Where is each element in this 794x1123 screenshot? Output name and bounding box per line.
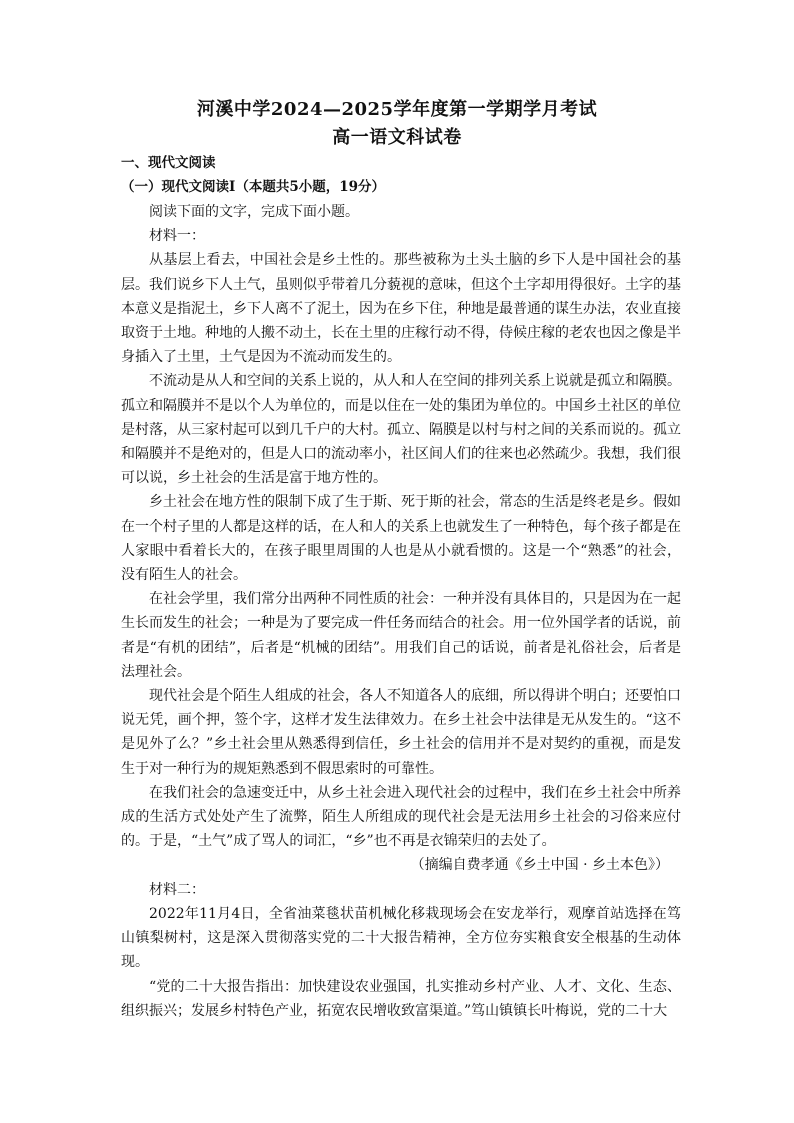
paragraph: 在社会学里，我们常分出两种不同性质的社会：一种并没有具体目的，只是因为在一起生长而发生的社会；一种是为了要完成一件任务而结合的社会。用一位外国学者的话说，前者是“有机的团结”，后者是“机械的团结”。用我们自己的话说，前者是礼俗社会，后者是法理社会。 bbox=[121, 591, 681, 680]
paragraph: 乡土社会在地方性的限制下成了生于斯、死于斯的社会，常态的生活是终老是乡。假如在一个村子里的人都是这样的话，在人和人的关系上也就发生了一种特色，每个孩子都是在人家眼中看着长大的，在孩子眼里周围的人也是从小就看惯的。这是一个“熟悉”的社会，没有陌生人的社会。 bbox=[121, 494, 681, 584]
section-heading: 一、现代文阅读 bbox=[121, 155, 216, 171]
material-label: 材料二： bbox=[149, 881, 205, 898]
instruction-text: 阅读下面的文字，完成下面小题。 bbox=[149, 204, 359, 220]
paragraph: 在我们社会的急速变迁中，从乡土社会进入现代社会的过程中，我们在乡土社会中所养成的生活方式处处产生了流弊，陌生人所组成的现代社会是无法用乡土社会的习俗来应付的。于是，“土气”成了骂人的词汇，“乡”也不再是衣锦荣归的去处了。 bbox=[121, 784, 681, 850]
reading-passage bbox=[121, 200, 681, 1023]
exam-title: 河溪中学2024—2025学年度第一学期学月考试 bbox=[196, 99, 598, 120]
material-label: 材料一： bbox=[149, 228, 205, 245]
paragraph: “党的二十大报告指出：加快建设农业强国，扎实推动乡村产业、人才、文化、生态、组织振兴；发展乡村特色产业，拓宽农民增收致富渠道。”笃山镇镇长叶梅说，党的二十大 bbox=[121, 978, 681, 1019]
paragraph: 2022年11月4日，全省油菜毯状苗机械化移栽现场会在安龙举行，观摩首站选择在笃山镇梨树村，这是深入贯彻落实党的二十大报告精神，全方位夯实粮食安全根基的生动体现。 bbox=[121, 905, 681, 971]
paragraph: 不流动是从人和空间的关系上说的，从人和人在空间的排列关系上说就是孤立和隔膜。孤立和隔膜并不是以个人为单位的，而是以住在一处的集团为单位的。中国乡土社区的单位是村落，从三家村起可以到几千户的大村。孤立、隔膜是以村与村之间的关系而说的。孤立和隔膜并不是绝对的，但是人口的流动率小，社区间人们的往来也必然疏少。我想，我们很可以说，乡土社会的生活是富于地方性的。 bbox=[121, 373, 681, 487]
source-citation: （摘编自费孝通《乡土中国 · 乡土本色》） bbox=[410, 857, 669, 874]
paragraph: 现代社会是个陌生人组成的社会，各人不知道各人的底细，所以得讲个明白；还要怕口说无凭，画个押，签个字，这样才发生法律效力。在乡土社会中法律是无从发生的。“这不是见外了么？”乡土社会里从熟悉得到信任，乡土社会的信用并不是对契约的重视，而是发生于对一种行为的规矩熟悉到不假思索时的可靠性。 bbox=[121, 688, 681, 777]
paragraph: 从基层上看去，中国社会是乡土性的。那些被称为土头土脑的乡下人是中国社会的基层。我们说乡下人土气，虽则似乎带着几分藐视的意味，但这个土字却用得很好。土字的基本意义是指泥土，乡下人离不了泥土，因为在乡下住，种地是最普通的谋生办法，农业直接取资于土地。种地的人搬不动土，长在土里的庄稼行动不得，侍候庄稼的老农也因之像是半身插入了土里，土气是因为不流动而发生的。 bbox=[121, 252, 681, 366]
exam-subtitle: 高一语文科试卷 bbox=[332, 127, 462, 148]
subsection-heading: （一）现代文阅读Ⅰ（本题共5小题，19分） bbox=[121, 179, 385, 195]
